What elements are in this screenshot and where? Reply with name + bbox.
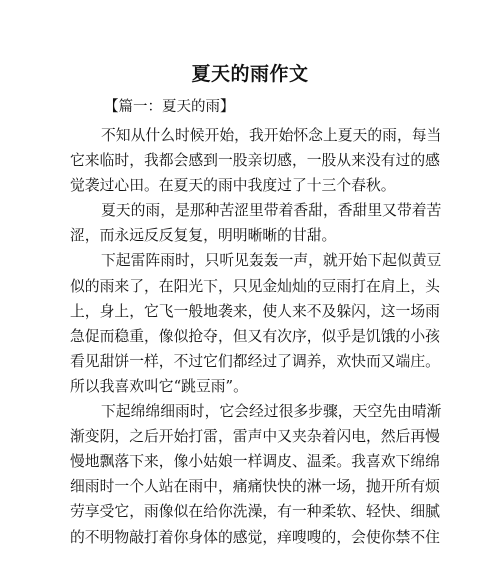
- text-line: 下起绵绵细雨时，它会经过很多步骤，天空先由晴渐: [101, 403, 442, 421]
- text-line: 细雨时一个人站在雨中，痛痛快快的淋一场，抛开所有烦: [70, 478, 440, 496]
- text-line: 下起雷阵雨时，只听见轰轰一声，就开始下起似黄豆: [101, 252, 442, 270]
- text-line: 看见甜饼一样，不过它们都经过了调养，欢快而又端庄。: [70, 352, 440, 370]
- text-line: 急促而稳重，像似抢夺，但又有次序，似乎是饥饿的小孩: [70, 327, 440, 345]
- document-title: 夏天的雨作文: [191, 63, 309, 85]
- text-line: 劳享受它，雨像似在给你洗澡，有一种柔软、轻快、细腻: [70, 503, 440, 521]
- text-line: 的不明物敲打着你身体的感觉，痒嗖嗖的，会使你禁不住: [70, 528, 440, 546]
- text-line: 慢地飘落下来，像小姑娘一样调皮、温柔。我喜欢下绵绵: [70, 453, 440, 471]
- text-line: 它来临时，我都会感到一股亲切感，一股从来没有过的感: [70, 152, 440, 170]
- text-line: 上，身上，它飞一般地袭来，使人来不及躲闪，这一场雨: [70, 302, 440, 320]
- text-line: 夏天的雨，是那种苦涩里带着香甜，香甜里又带着苦: [101, 202, 442, 220]
- body-text: [70, 123, 442, 550]
- text-line: 不知从什么时候开始，我开始怀念上夏天的雨，每当: [101, 127, 442, 144]
- text-line: 似的雨来了，在阳光下，只见金灿灿的豆雨打在肩上，头: [70, 277, 440, 295]
- text-line: 所以我喜欢叫它“跳豆雨”。: [70, 377, 248, 395]
- text-line: 渐变阴，之后开始打雷，雷声中又夹杂着闪电，然后再慢: [70, 428, 440, 446]
- text-line: 涩，而永远反反复复，明明晰晰的甘甜。: [70, 227, 337, 245]
- section-heading: 【篇一：夏天的雨】: [104, 99, 235, 115]
- text-line: 觉袭过心田。在夏天的雨中我度过了十三个春秋。: [70, 177, 396, 195]
